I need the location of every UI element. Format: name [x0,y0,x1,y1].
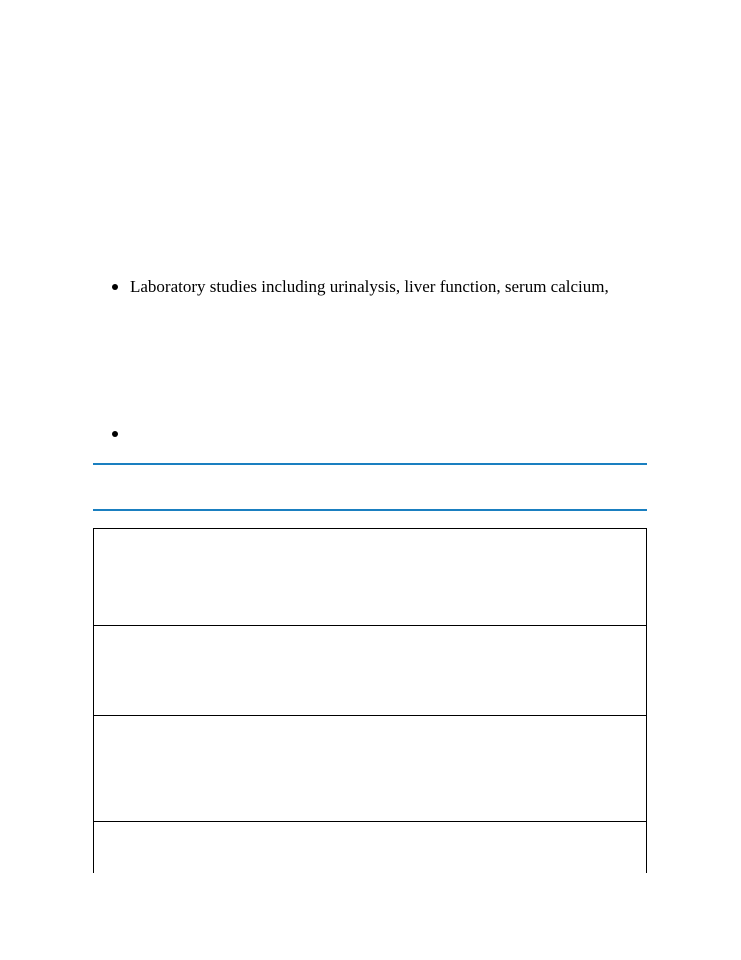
bullet-icon [112,284,118,290]
table [93,528,647,873]
bullet-list [112,277,609,297]
list-item-text: Laboratory studies including urinalysis, liver function, serum calcium, [130,277,609,296]
section-divider [93,509,647,511]
table-row [94,529,646,626]
table-row [94,822,646,874]
list-item [112,277,609,297]
section-divider [93,463,647,465]
table-row [94,626,646,716]
bullet-icon [112,431,118,437]
table-row [94,716,646,822]
